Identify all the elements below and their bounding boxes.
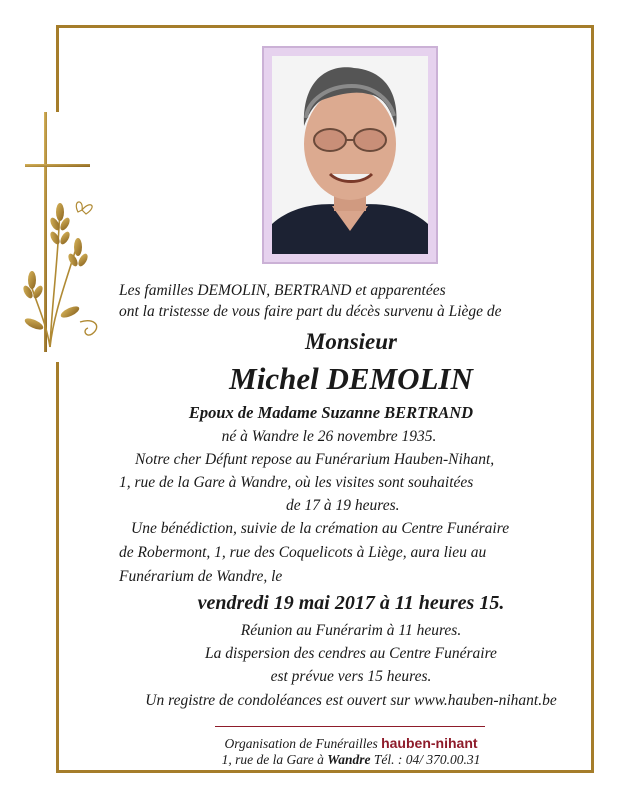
cross-wheat-icon <box>20 112 110 362</box>
intro-line-2: ont la tristesse de vous faire part du décès survenu à Liège de <box>119 303 502 320</box>
footer-org-prefix: Organisation de Funérailles <box>224 736 378 751</box>
ashes-line-1: La dispersion des cendres au Centre Funéraire <box>205 645 497 662</box>
intro-line-1: Les familles DEMOLIN, BERTRAND et apparentées <box>119 282 446 299</box>
ceremony-line-2: de Robermont, 1, rue des Coquelicots à Liège, aura lieu au <box>119 544 487 561</box>
ceremony-date: vendredi 19 mai 2017 à 11 heures 15. <box>197 592 505 614</box>
meeting-line: Réunion au Funérarim à 11 heures. <box>240 622 462 639</box>
footer-address-prefix: 1, rue de la Gare à <box>221 752 324 767</box>
portrait-photo <box>272 56 428 254</box>
register-line: Un registre de condoléances est ouvert sur www.hauben-nihant.be <box>145 692 557 709</box>
footer-phone: Tél. : 04/ 370.00.31 <box>373 752 481 767</box>
ashes-line-2: est prévue vers 15 heures. <box>270 668 432 685</box>
footer-address <box>40 751 622 769</box>
rest-line-1: Notre cher Défunt repose au Funérarium Hauben-Nihant, <box>135 451 495 468</box>
title: Monsieur <box>304 329 398 354</box>
ceremony-line-3: Funérarium de Wandre, le <box>119 568 283 585</box>
spouse-line: Epoux de Madame Suzanne BERTRAND <box>188 403 474 422</box>
portrait-frame <box>262 46 438 264</box>
ceremony-line-1: Une bénédiction, suivie de la crémation au Centre Funéraire <box>131 520 510 537</box>
birth-line: né à Wandre le 26 novembre 1935. <box>221 428 437 445</box>
brand-logo: hauben-nihant <box>381 735 478 751</box>
deceased-name: Michel DEMOLIN <box>229 361 473 396</box>
rest-line-3: de 17 à 19 heures. <box>286 497 400 514</box>
rest-line-2: 1, rue de la Gare à Wandre, où les visites sont souhaitées <box>119 474 474 491</box>
footer-divider <box>215 726 485 727</box>
footer-address-town: Wandre <box>327 752 371 767</box>
